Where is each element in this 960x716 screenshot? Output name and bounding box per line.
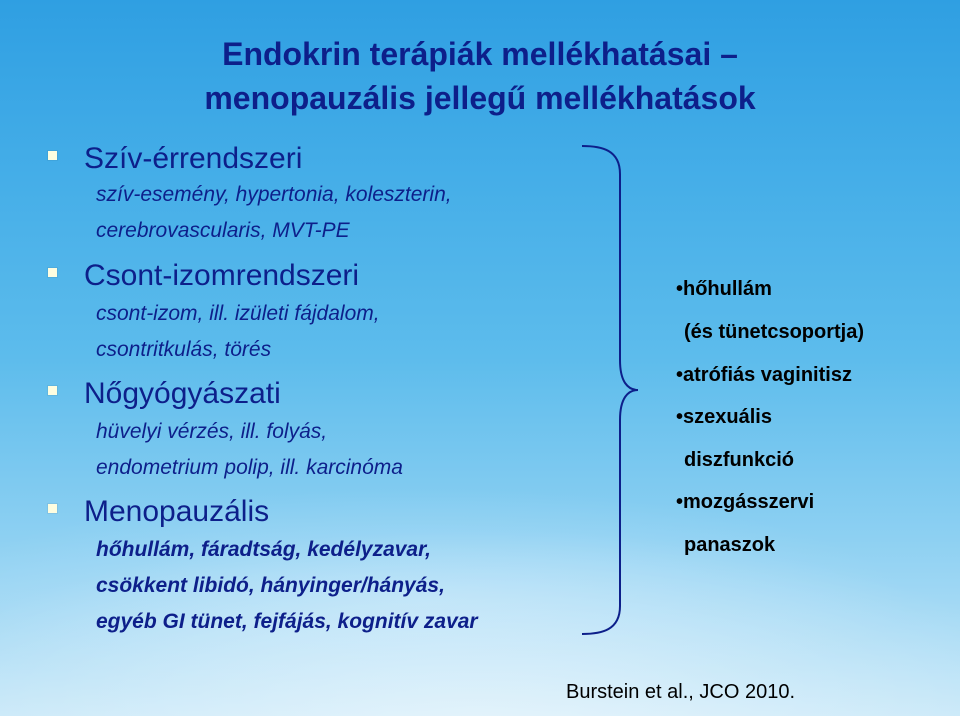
citation: Burstein et al., JCO 2010. [566, 681, 796, 703]
side-list-item: •szexuális [676, 406, 772, 428]
section-heading: Szív-érrendszeri [84, 142, 303, 175]
side-list-item: •atrófiás vaginitisz [676, 364, 852, 386]
square-bullet-icon [48, 504, 57, 513]
side-list-item: (és tünetcsoportja) [684, 321, 865, 343]
square-bullet-icon [48, 386, 57, 395]
section-detail-line: csökkent libidó, hányinger/hányás, [96, 574, 445, 597]
section-detail-line: csontritkulás, törés [96, 338, 272, 361]
section-heading: Menopauzális [84, 495, 270, 528]
section-detail-line: egyéb GI tünet, fejfájás, kognitív zavar [96, 610, 478, 633]
side-list-item: •hőhullám [676, 278, 772, 300]
title-line-1: Endokrin terápiák mellékhatásai – [222, 36, 738, 72]
section-detail-line: cerebrovascularis, MVT-PE [96, 219, 350, 242]
section-detail-line: hőhullám, fáradtság, kedélyzavar, [96, 538, 431, 561]
section-detail-line: csont-izom, ill. izületi fájdalom, [96, 302, 380, 325]
section-heading: Nőgyógyászati [84, 377, 281, 410]
section-detail-line: hüvelyi vérzés, ill. folyás, [96, 420, 328, 443]
square-bullet-icon [48, 151, 57, 160]
curly-brace-icon [580, 144, 640, 636]
section-detail-line: endometrium polip, ill. karcinóma [96, 456, 403, 479]
slide-title [130, 32, 830, 120]
title-line-2: menopauzális jellegű mellékhatások [204, 80, 756, 116]
section-heading: Csont-izomrendszeri [84, 259, 360, 292]
side-list-item: panaszok [684, 534, 776, 556]
section-detail-line: szív-esemény, hypertonia, koleszterin, [96, 183, 452, 206]
side-list-item: diszfunkció [684, 449, 795, 471]
square-bullet-icon [48, 268, 57, 277]
side-list-item: •mozgásszervi [676, 491, 815, 513]
